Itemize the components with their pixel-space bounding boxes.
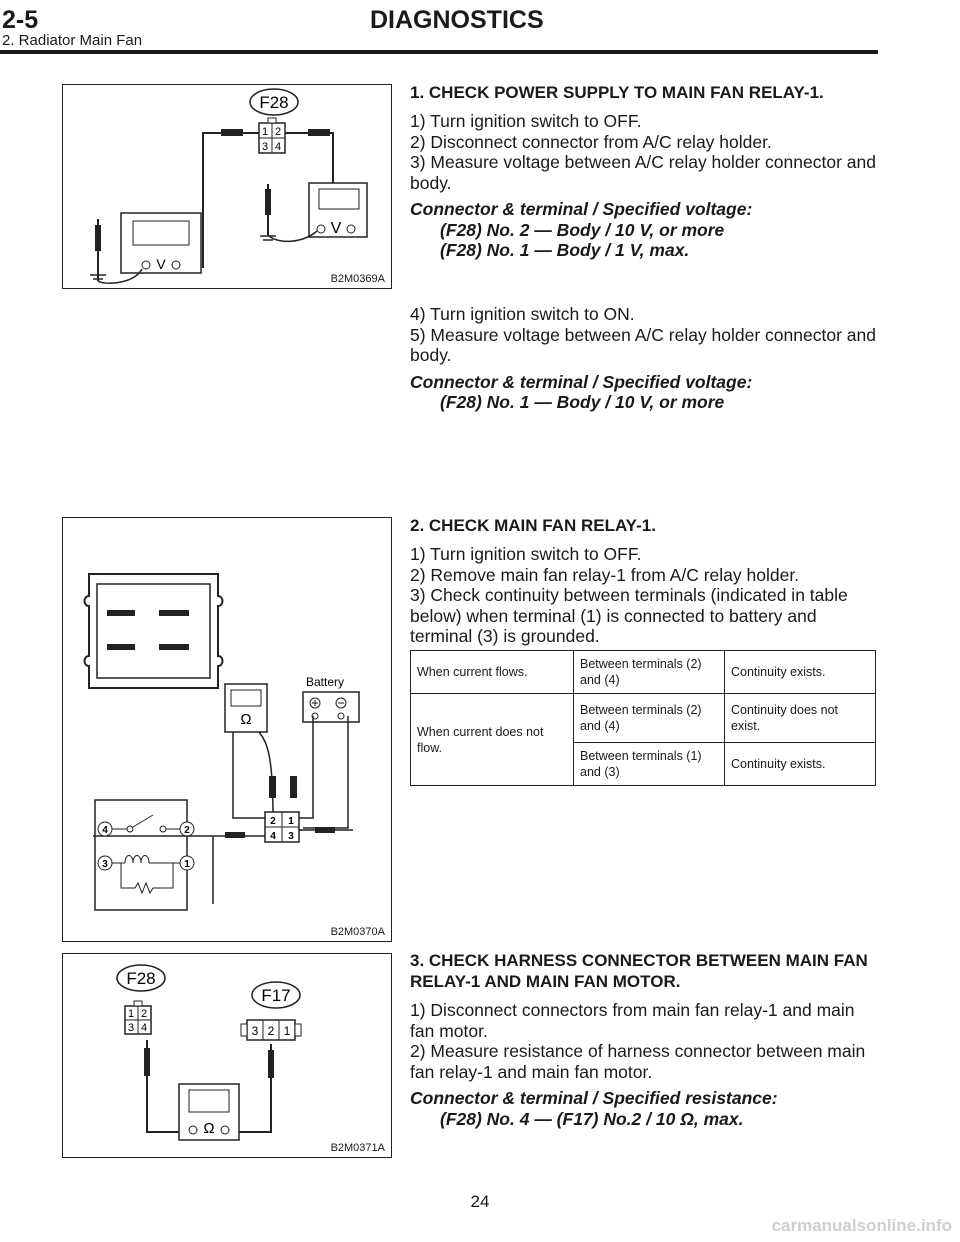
table-row xyxy=(411,651,876,694)
table-cell: When current does not flow. xyxy=(411,694,574,786)
svg-text:4: 4 xyxy=(140,1022,148,1034)
voltage-check-diagram xyxy=(63,85,391,288)
figure-harness-check xyxy=(62,953,392,1158)
svg-text:4: 4 xyxy=(102,825,108,836)
step1-line: 3) Measure voltage between A/C relay holder connector and body. xyxy=(410,152,876,193)
svg-text:V: V xyxy=(330,220,342,237)
step1-line: 2) Disconnect connector from A/C relay holder. xyxy=(410,131,772,152)
step1-spec-header: Connector & terminal / Specified voltage: xyxy=(410,371,753,392)
svg-text:1: 1 xyxy=(261,126,269,138)
step2-title: 2. CHECK MAIN FAN RELAY-1. xyxy=(410,516,656,535)
svg-text:V: V xyxy=(156,256,166,272)
figure-id: B2M0371A xyxy=(330,1142,385,1154)
continuity-table xyxy=(410,650,876,786)
svg-text:3: 3 xyxy=(261,141,269,153)
svg-text:3: 3 xyxy=(127,1022,135,1034)
table-row xyxy=(411,694,876,743)
svg-text:1: 1 xyxy=(288,816,294,827)
step3-line: 2) Measure resistance of harness connector between main fan relay-1 and main fan motor. xyxy=(410,1041,866,1082)
svg-text:2: 2 xyxy=(274,126,282,138)
svg-text:2: 2 xyxy=(270,816,276,827)
step2-line: 2) Remove main fan relay-1 from A/C relay holder. xyxy=(410,564,800,585)
step3-line: 1) Disconnect connectors from main fan relay-1 and main fan motor. xyxy=(410,1000,855,1041)
header-rule xyxy=(0,50,878,54)
step3-spec-line: (F28) No. 4 — (F17) No.2 / 10 Ω, max. xyxy=(440,1108,744,1129)
step1-spec-line: (F28) No. 2 — Body / 10 V, or more xyxy=(440,219,725,240)
page-title: DIAGNOSTICS xyxy=(370,6,544,34)
step3-title: 3. CHECK HARNESS CONNECTOR BETWEEN MAIN FAN RELAY-1 AND MAIN FAN MOTOR. xyxy=(410,951,868,991)
svg-text:3: 3 xyxy=(102,859,108,870)
step1-line: 4) Turn ignition switch to ON. xyxy=(410,304,635,324)
svg-text:1: 1 xyxy=(283,1024,291,1038)
svg-text:Ω: Ω xyxy=(203,1120,215,1137)
step2-section xyxy=(410,515,880,647)
section-subtitle: 2. Radiator Main Fan xyxy=(2,32,143,49)
svg-text:Battery: Battery xyxy=(305,675,345,689)
svg-text:2: 2 xyxy=(184,825,190,836)
svg-text:2: 2 xyxy=(267,1024,275,1038)
relay-check-diagram xyxy=(63,518,391,941)
step2-line: 1) Turn ignition switch to OFF. xyxy=(410,544,642,564)
svg-text:4: 4 xyxy=(270,831,276,842)
table-cell: Continuity exists. xyxy=(725,651,876,694)
step1-spec-header: Connector & terminal / Specified voltage: xyxy=(410,199,753,219)
table-cell: Between terminals (2) and (4) xyxy=(574,651,725,694)
svg-text:1: 1 xyxy=(127,1008,135,1020)
table-cell: Continuity exists. xyxy=(725,743,876,786)
svg-text:F17: F17 xyxy=(261,986,291,1005)
section-code: 2-5 xyxy=(2,6,39,34)
table-cell: Continuity does not exist. xyxy=(725,694,876,743)
watermark: carmanualsonline.info xyxy=(771,1216,952,1235)
table-cell: Between terminals (1) and (3) xyxy=(574,743,725,786)
step1-spec-line: (F28) No. 1 — Body / 10 V, or more xyxy=(440,392,725,412)
step1-title: 1. CHECK POWER SUPPLY TO MAIN FAN RELAY-1. xyxy=(410,83,824,102)
svg-text:F28: F28 xyxy=(259,93,289,112)
step1-line: 5) Measure voltage between A/C relay holder connector and body. xyxy=(410,324,876,365)
figure-id: B2M0369A xyxy=(330,273,385,285)
step3-spec-header: Connector & terminal / Specified resistance: xyxy=(410,1088,778,1108)
figure-voltage-check xyxy=(62,84,392,289)
step1-line: 1) Turn ignition switch to OFF. xyxy=(410,111,642,131)
svg-text:1: 1 xyxy=(184,859,190,870)
page-number: 24 xyxy=(470,1192,490,1211)
svg-text:Ω: Ω xyxy=(240,711,252,728)
svg-text:4: 4 xyxy=(274,141,282,153)
svg-text:F28: F28 xyxy=(126,969,156,988)
svg-text:2: 2 xyxy=(140,1008,148,1020)
step1-section xyxy=(410,82,880,261)
step1-spec-line: (F28) No. 1 — Body / 1 V, max. xyxy=(440,240,690,260)
table-cell: When current flows. xyxy=(411,651,574,694)
figure-relay-check xyxy=(62,517,392,942)
harness-check-diagram xyxy=(63,954,391,1157)
figure-id: B2M0370A xyxy=(330,926,385,938)
step3-section xyxy=(410,950,880,1129)
svg-text:3: 3 xyxy=(288,831,294,842)
table-cell: Between terminals (2) and (4) xyxy=(574,694,725,743)
step2-line: 3) Check continuity between terminals (indicated in table below) when terminal (1) is connected to battery and terminal (3) is grounded. xyxy=(410,585,848,646)
step1-section-cont xyxy=(410,304,880,413)
svg-text:3: 3 xyxy=(251,1024,259,1038)
